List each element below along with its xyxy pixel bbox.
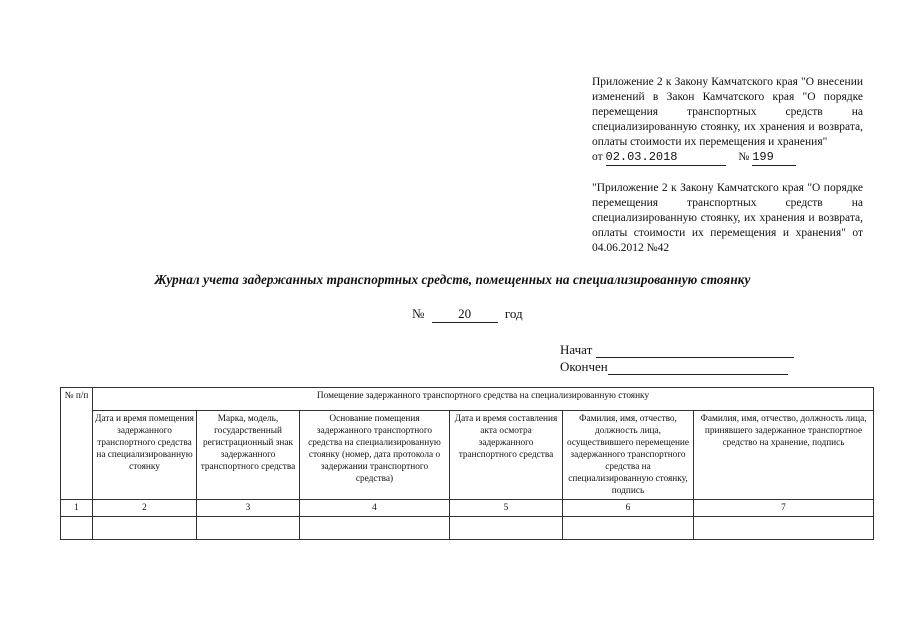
table-cell[interactable] [300, 517, 450, 540]
journal-table [60, 387, 874, 540]
column-number-cell: 2 [93, 500, 197, 517]
table-cell[interactable] [694, 517, 874, 540]
appendix-amendment-note [592, 75, 863, 166]
ended-blank-line[interactable] [608, 362, 788, 375]
column-number-cell: 5 [450, 500, 563, 517]
table-cell[interactable] [61, 517, 93, 540]
journal-year-suffix: год [504, 306, 523, 321]
journal-title: Журнал учета задержанных транспортных средств, помещенных на специализированную стоянку [154, 272, 751, 287]
journal-number-year-line [412, 306, 523, 323]
started-blank-line[interactable] [596, 345, 794, 358]
column-header-inspection-act: Дата и время составления акта осмотра задержанного транспортного средства [450, 411, 563, 500]
column-header-receiver-person: Фамилия, имя, отчество, должность лица, принявшего задержанное транспортное средство на хранение, подпись [694, 411, 874, 500]
column-header-placement-datetime: Дата и время помещения задержанного транспортного средства на специализированную стоянку [93, 411, 197, 500]
started-field [560, 342, 794, 358]
table-cell[interactable] [563, 517, 694, 540]
ended-label: Окончен [560, 359, 608, 374]
appendix-amendment-text: Приложение 2 к Закону Камчатского края "О внесении изменений в Закон Камчатского края "О порядке перемещения транспортных средств на специализированную стоянку, их хранения и возврата, оплаты стоимости их перемещения и хранения" [592, 76, 863, 148]
table-cell[interactable] [93, 517, 197, 540]
ended-field [560, 359, 788, 375]
appendix-number: 199 [752, 150, 796, 166]
appendix-number-prefix: № [738, 151, 750, 163]
group-header-placement: Помещение задержанного транспортного средства на специализированную стоянку [93, 388, 874, 411]
column-header-placement-basis: Основание помещения задержанного транспортного средства на специализированную стоянку (номер, дата протокола о задержании транспортного средства) [300, 411, 450, 500]
appendix-from-prefix: от [592, 151, 603, 163]
column-header-number: № п/п [61, 388, 93, 500]
table-row [61, 517, 874, 540]
table-column-header-row [61, 411, 874, 500]
appendix-original-note [592, 181, 863, 256]
table-column-number-row [61, 500, 874, 517]
started-label: Начат [560, 342, 593, 357]
column-number-cell: 6 [563, 500, 694, 517]
column-header-mover-person: Фамилия, имя, отчество, должность лица, осуществившего перемещение задержанного транспортного средства на специализированную стоянку, подпись [563, 411, 694, 500]
appendix-original-text: "Приложение 2 к Закону Камчатского края "О порядке перемещения транспортных средств на специализированную стоянку, их хранения и возврата, оплаты стоимости их перемещения и хранения" от 04.06.2012 №42 [592, 182, 863, 254]
table-cell[interactable] [450, 517, 563, 540]
column-number-cell: 4 [300, 500, 450, 517]
journal-number-prefix: № [412, 306, 425, 321]
column-number-cell: 1 [61, 500, 93, 517]
column-number-cell: 7 [694, 500, 874, 517]
table-cell[interactable] [197, 517, 300, 540]
appendix-date: 02.03.2018 [606, 150, 726, 166]
column-number-cell: 3 [197, 500, 300, 517]
journal-year-value: 20 [432, 306, 498, 323]
table-header-row [61, 388, 874, 411]
column-header-vehicle-make: Марка, модель, государственный регистрационный знак задержанного транспортного средства [197, 411, 300, 500]
